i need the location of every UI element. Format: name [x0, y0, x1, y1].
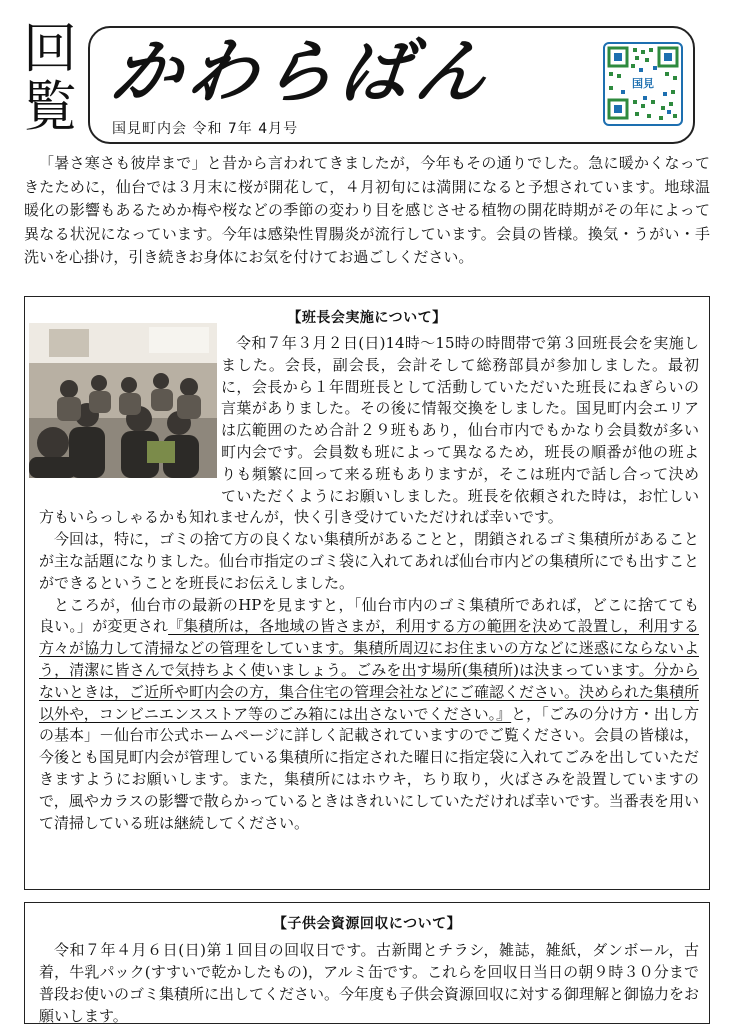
qr-code-icon: [603, 42, 683, 126]
section-han-meeting: [24, 296, 710, 890]
section-title: 【班長会実施について】: [287, 310, 447, 326]
newsletter-title: かわらばん: [106, 31, 498, 113]
circulation-char-2: 覧: [23, 75, 77, 138]
intro-section: [24, 152, 710, 270]
section-recycling: [24, 902, 710, 1024]
issue-line: 国見町内会 令和 7年 4月号: [112, 121, 299, 137]
circulation-mark: [18, 17, 82, 138]
paragraph-3-lead: ところが，仙台市の最新のHPを見ますと，「仙台市内のゴミ集積所であれば，どこに捨てても良い。」が変更され: [39, 595, 699, 636]
section-body: [39, 939, 699, 1027]
city-guideline-quote: 『集積所は，各地域の皆さまが，利用する方の範囲を決めて設置し，利用する方々が協力して清掃などの管理をしています。集積所周辺にお住まいの方などに迷惑にならないよう，清潔に皆さんで気持ちよく使いましょう。ごみを出す場所(集積所)は決まっています。分からないときは，ご近所や町内会の方，集合住宅の管理会社などにご確認ください。決められた集積所以外や，コンビニエンスストア等のごみ箱には出さないでください。』: [39, 617, 700, 723]
masthead: [88, 26, 695, 144]
intro-paragraph: 「暑さ寒さも彼岸まで」と昔から言われてきましたが，今年もその通りでした。急に暖かくなってきたために，仙台では３月末に桜が開花して，４月初旬には満開になると予想されています。地球温暖化の影響もあるためか梅や桜などの季節の変わり目を感じさせる植物の開花時期がその年によって異なる状況になっています。今年は感染性胃腸炎が流行しています。会員の皆様。換気・うがい・手洗いを心掛け，引き続きお身体にお気を付けてお過ごしください。: [24, 154, 710, 266]
paragraph-3-rest: と，「ごみの分け方・出し方の基本」－仙台市公式ホームページに詳しく記載されていますのでご覧ください。会員の皆様は，今後とも国見町内会が管理している集積所に指定された曜日に指定袋に入れてごみを出していただきますようにお願いします。また，集積所にはホウキ，ちり取り，火ばさみを設置していますので，風やカラスの影響で散らかっているときはきれいにしていただければ幸いです。当番表を用いて清掃している班は継続してください。: [39, 704, 700, 832]
paragraph-3: [39, 595, 699, 835]
qr-label: 国見: [625, 75, 661, 93]
section-body: [39, 333, 699, 834]
section-title: 【子供会資源回収について】: [272, 916, 462, 932]
paragraph-1: 令和７年３月２日(日)14時～15時の時間帯で第３回班長会を実施しました。会長，副会長，会計そして総務部員が参加しました。最初に，会長から１年間班長として活動していただいた班長にねぎらいの言葉がありました。その後に情報交換をしました。国見町内会エリアは広範囲のため合計２９班もあり，仙台市内でもかなり会員数が多い町内会です。会員数も班によって異なるため，班長の順番が他の班よりも頻繁に回って来る班もありますが，そこは班内で話し合って決めていただくようにお願いしました。班長を依頼された時は，お忙しい方もいらっしゃるかも知れませんが，快く引き受けていただければ幸いです。: [39, 334, 699, 527]
recycling-paragraph: 令和７年４月６日(日)第１回目の回収日です。古新聞とチラシ，雑誌，雑紙，ダンボール，古着，牛乳パック(すすいで乾かしたもの)，アルミ缶です。これらを回収日当日の朝９時３０分まで普段お使いのゴミ集積所に出してください。今年度も子供会資源回収に対する御理解と御協力をお願いします。: [39, 941, 700, 1025]
paragraph-2: 今回は，特に，ゴミの捨て方の良くない集積所があることと，閉鎖されるゴミ集積所があることが主な話題になりました。仙台市指定のゴミ袋に入れてあれば仙台市内どの集積所にでも出すことができるということを班長にお伝えしました。: [39, 530, 700, 592]
circulation-char-1: 回: [23, 17, 77, 80]
